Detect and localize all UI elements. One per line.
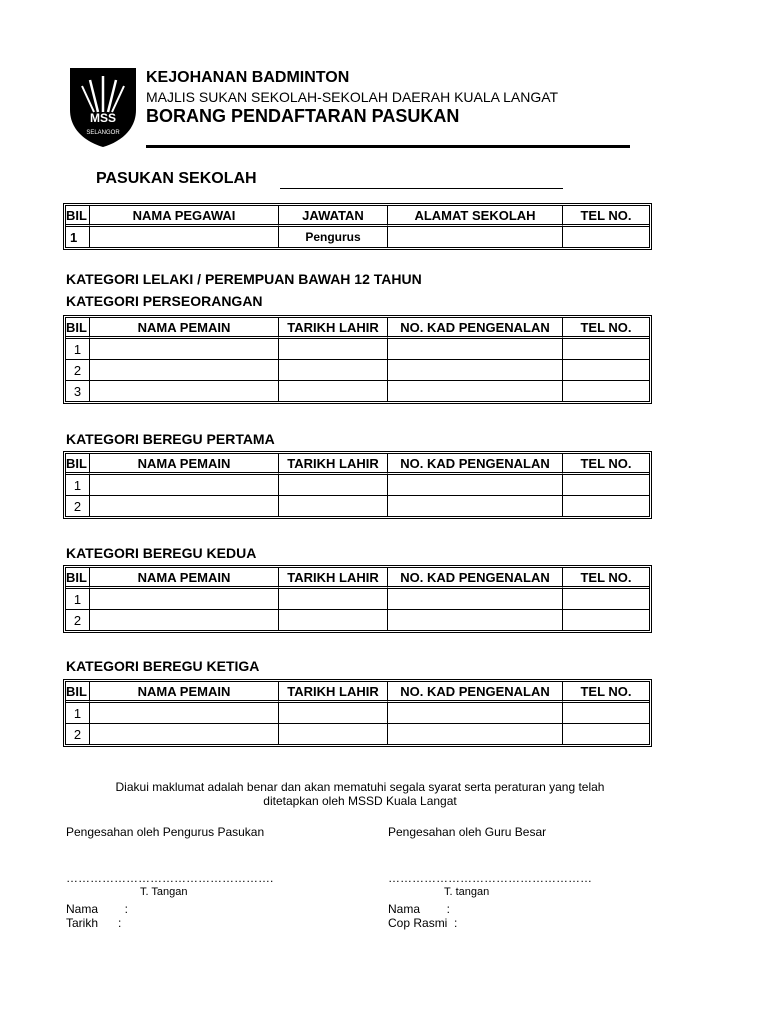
players-table bbox=[63, 679, 652, 747]
col-header: NAMA PEMAIN bbox=[90, 568, 279, 589]
col-header: TEL NO. bbox=[563, 568, 649, 589]
birth-date-cell[interactable] bbox=[279, 339, 388, 360]
player-name-cell[interactable] bbox=[90, 381, 279, 401]
manager-name-field[interactable]: Nama : bbox=[66, 902, 129, 916]
row-number: 2 bbox=[66, 360, 90, 381]
phone-cell[interactable] bbox=[563, 610, 649, 630]
birth-date-cell[interactable] bbox=[279, 475, 388, 496]
event-title: KEJOHANAN BADMINTON bbox=[146, 69, 350, 86]
svg-text:MSS: MSS bbox=[89, 111, 117, 125]
table-row bbox=[66, 381, 649, 401]
col-header: TEL NO. bbox=[563, 682, 649, 703]
col-header: BIL bbox=[66, 682, 90, 703]
table-header-row bbox=[66, 568, 649, 589]
manager-date-field[interactable]: Tarikh : bbox=[66, 916, 122, 930]
row-number: 2 bbox=[66, 610, 90, 630]
col-header: TEL NO. bbox=[563, 454, 649, 475]
table-header-row bbox=[66, 454, 649, 475]
phone-cell[interactable] bbox=[563, 360, 649, 381]
shield-crest-icon bbox=[68, 66, 138, 148]
school-address-cell[interactable] bbox=[388, 227, 563, 247]
ic-number-cell[interactable] bbox=[388, 496, 563, 516]
school-label: PASUKAN SEKOLAH bbox=[96, 170, 257, 187]
col-header: ALAMAT SEKOLAH bbox=[388, 206, 563, 227]
birth-date-cell[interactable] bbox=[279, 703, 388, 724]
row-number: 1 bbox=[66, 339, 90, 360]
row-number: 2 bbox=[66, 724, 90, 744]
players-table bbox=[63, 451, 652, 519]
col-header: BIL bbox=[66, 318, 90, 339]
declaration-line-1: Diakui maklumat adalah benar dan akan mematuhi segala syarat serta peraturan yang telah bbox=[115, 780, 605, 794]
player-name-cell[interactable] bbox=[90, 610, 279, 630]
table-header-row bbox=[66, 206, 649, 227]
col-header: NO. KAD PENGENALAN bbox=[388, 454, 563, 475]
official-name-cell[interactable] bbox=[90, 227, 279, 247]
col-header: NAMA PEGAWAI bbox=[90, 206, 279, 227]
player-name-cell[interactable] bbox=[90, 475, 279, 496]
council-subtitle: MAJLIS SUKAN SEKOLAH-SEKOLAH DAERAH KUALA LANGAT bbox=[146, 89, 559, 105]
phone-cell[interactable] bbox=[563, 703, 649, 724]
table-row bbox=[66, 339, 649, 360]
col-header: NO. KAD PENGENALAN bbox=[388, 682, 563, 703]
row-number: 1 bbox=[66, 703, 90, 724]
birth-date-cell[interactable] bbox=[279, 610, 388, 630]
birth-date-cell[interactable] bbox=[279, 381, 388, 401]
col-header: NO. KAD PENGENALAN bbox=[388, 568, 563, 589]
position-cell: Pengurus bbox=[279, 227, 388, 247]
col-header: TARIKH LAHIR bbox=[279, 454, 388, 475]
headmaster-name-field[interactable]: Nama : bbox=[388, 902, 451, 916]
ic-number-cell[interactable] bbox=[388, 339, 563, 360]
col-header: NAMA PEMAIN bbox=[90, 682, 279, 703]
player-name-cell[interactable] bbox=[90, 703, 279, 724]
col-header: TARIKH LAHIR bbox=[279, 318, 388, 339]
ic-number-cell[interactable] bbox=[388, 589, 563, 610]
form-title: BORANG PENDAFTARAN PASUKAN bbox=[146, 106, 460, 126]
col-header: TARIKH LAHIR bbox=[279, 568, 388, 589]
officials-table bbox=[63, 203, 652, 250]
player-name-cell[interactable] bbox=[90, 360, 279, 381]
table-row bbox=[66, 475, 649, 496]
table-row bbox=[66, 703, 649, 724]
phone-cell[interactable] bbox=[563, 589, 649, 610]
col-header: NAMA PEMAIN bbox=[90, 454, 279, 475]
svg-text:SELANGOR: SELANGOR bbox=[86, 130, 120, 136]
table-header-row bbox=[66, 682, 649, 703]
manager-signature-label: T. Tangan bbox=[140, 886, 188, 898]
section-title: KATEGORI BEREGU KETIGA bbox=[66, 658, 260, 674]
phone-cell[interactable] bbox=[563, 724, 649, 744]
player-name-cell[interactable] bbox=[90, 724, 279, 744]
player-name-cell[interactable] bbox=[90, 339, 279, 360]
birth-date-cell[interactable] bbox=[279, 360, 388, 381]
manager-signature-line[interactable]: ……………………………………………. bbox=[66, 871, 274, 885]
col-header: TEL NO. bbox=[563, 318, 649, 339]
players-table bbox=[63, 565, 652, 633]
headmaster-approval-heading: Pengesahan oleh Guru Besar bbox=[388, 825, 547, 839]
players-table bbox=[63, 315, 652, 404]
school-name-field-line[interactable] bbox=[280, 188, 563, 189]
ic-number-cell[interactable] bbox=[388, 381, 563, 401]
category-heading: KATEGORI LELAKI / PEREMPUAN BAWAH 12 TAHUN bbox=[66, 271, 422, 287]
phone-cell[interactable] bbox=[563, 496, 649, 516]
headmaster-signature-label: T. tangan bbox=[444, 886, 490, 898]
birth-date-cell[interactable] bbox=[279, 496, 388, 516]
phone-cell[interactable] bbox=[563, 227, 649, 247]
phone-cell[interactable] bbox=[563, 339, 649, 360]
phone-cell[interactable] bbox=[563, 475, 649, 496]
ic-number-cell[interactable] bbox=[388, 610, 563, 630]
player-name-cell[interactable] bbox=[90, 496, 279, 516]
table-header-row bbox=[66, 318, 649, 339]
section-title: KATEGORI BEREGU KEDUA bbox=[66, 545, 257, 561]
birth-date-cell[interactable] bbox=[279, 589, 388, 610]
row-number: 1 bbox=[66, 589, 90, 610]
col-header: BIL bbox=[66, 454, 90, 475]
table-row bbox=[66, 496, 649, 516]
col-header: JAWATAN bbox=[279, 206, 388, 227]
table-row bbox=[66, 589, 649, 610]
ic-number-cell[interactable] bbox=[388, 724, 563, 744]
ic-number-cell[interactable] bbox=[388, 475, 563, 496]
row-number: 3 bbox=[66, 381, 90, 401]
manager-approval-heading: Pengesahan oleh Pengurus Pasukan bbox=[66, 825, 265, 839]
row-number: 1 bbox=[66, 475, 90, 496]
ic-number-cell[interactable] bbox=[388, 703, 563, 724]
declaration-line-2: ditetapkan oleh MSSD Kuala Langat bbox=[263, 794, 457, 808]
table-row bbox=[66, 360, 649, 381]
phone-cell[interactable] bbox=[563, 381, 649, 401]
col-header: NO. KAD PENGENALAN bbox=[388, 318, 563, 339]
col-header: NAMA PEMAIN bbox=[90, 318, 279, 339]
player-name-cell[interactable] bbox=[90, 589, 279, 610]
table-row bbox=[66, 227, 649, 247]
table-row bbox=[66, 724, 649, 744]
col-header: BIL bbox=[66, 206, 90, 227]
official-stamp-field[interactable]: Cop Rasmi : bbox=[388, 916, 458, 930]
col-header: BIL bbox=[66, 568, 90, 589]
col-header: TARIKH LAHIR bbox=[279, 682, 388, 703]
col-header: TEL NO. bbox=[563, 206, 649, 227]
table-row bbox=[66, 610, 649, 630]
birth-date-cell[interactable] bbox=[279, 724, 388, 744]
row-number: 1 bbox=[66, 227, 90, 247]
ic-number-cell[interactable] bbox=[388, 360, 563, 381]
row-number: 2 bbox=[66, 496, 90, 516]
school-sports-logo bbox=[68, 66, 138, 148]
section-title: KATEGORI BEREGU PERTAMA bbox=[66, 431, 275, 447]
header-divider bbox=[146, 145, 630, 148]
headmaster-signature-line[interactable]: …………………………………………… bbox=[388, 871, 592, 885]
section-title: KATEGORI PERSEORANGAN bbox=[66, 293, 263, 309]
